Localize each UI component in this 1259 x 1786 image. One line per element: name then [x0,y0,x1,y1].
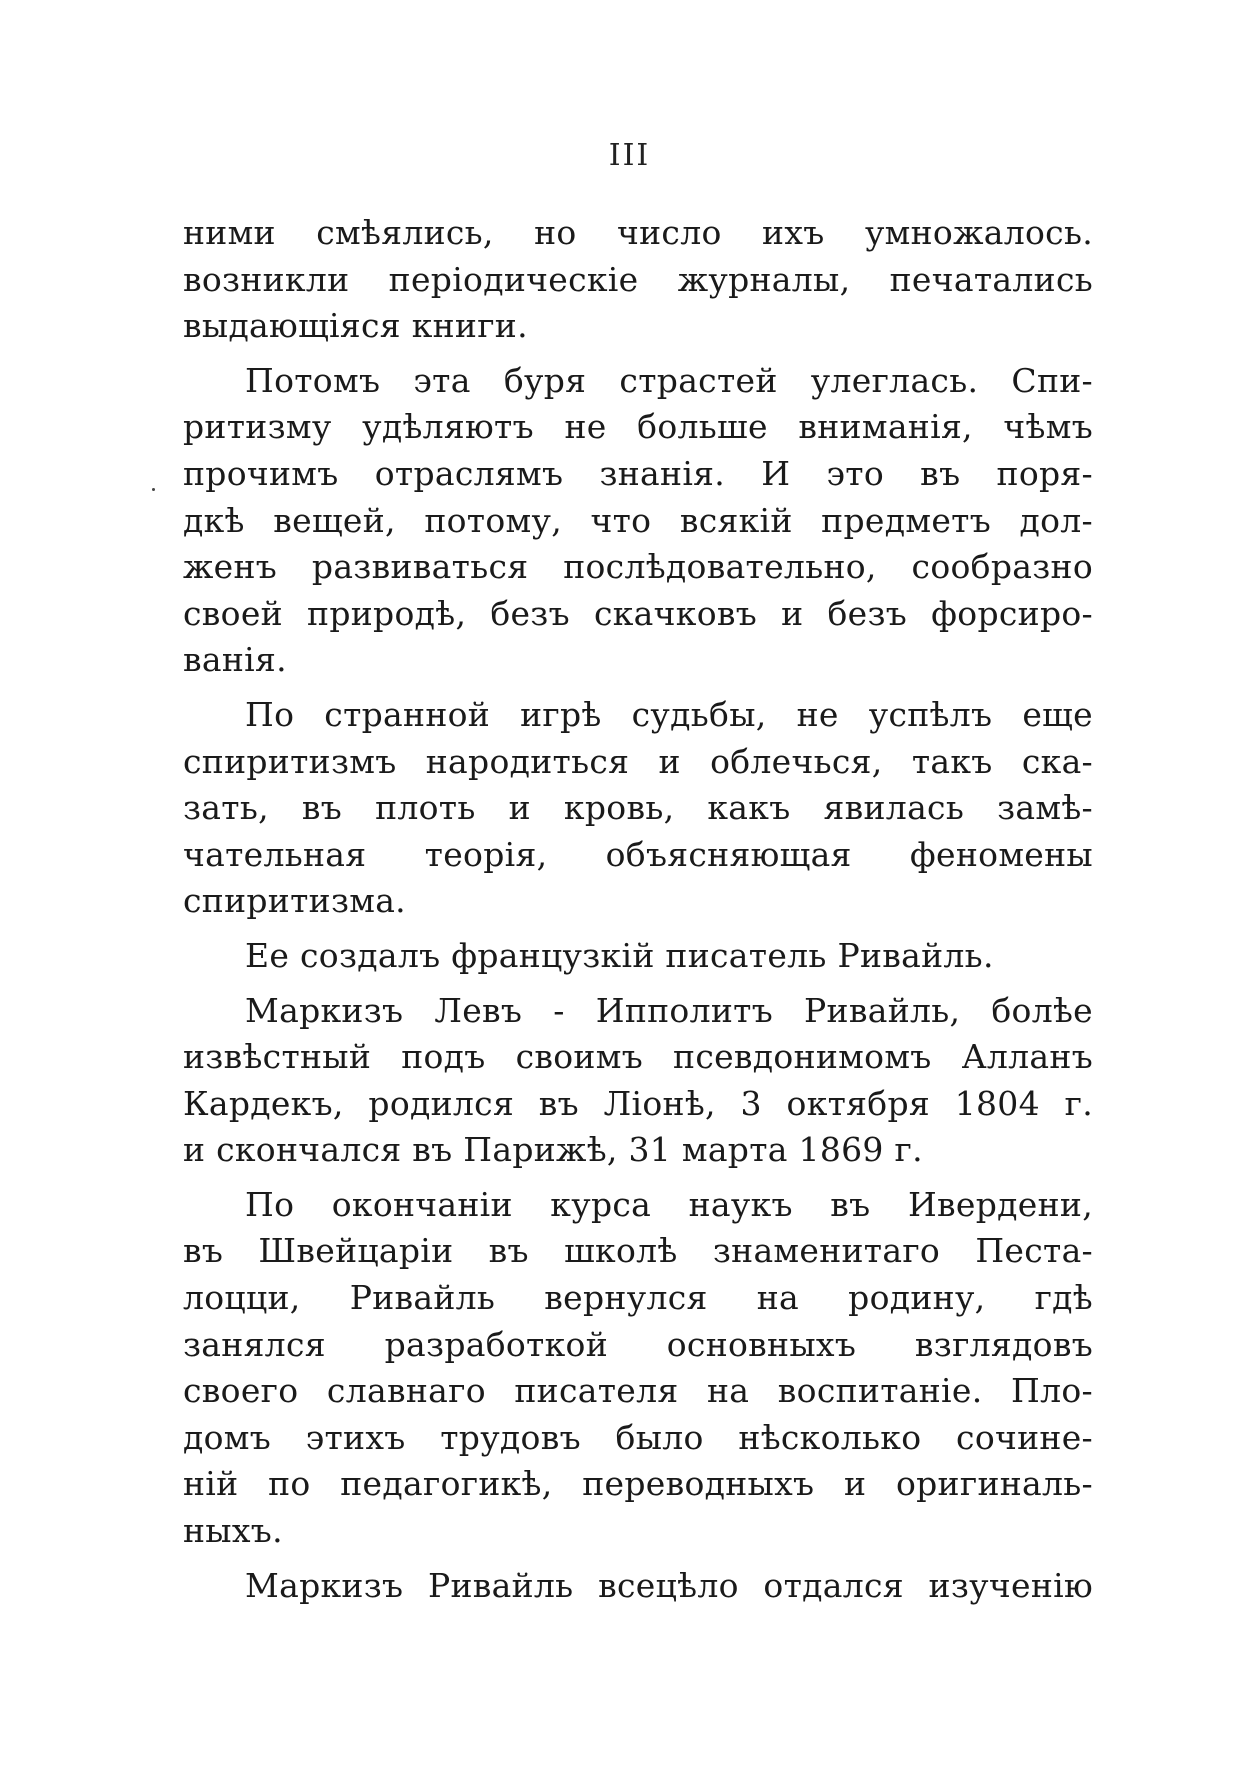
text-line: и скончался въ Парижѣ, 31 марта 1869 г. [183,1130,923,1170]
text-line: Маркизъ Левъ - Ипполитъ Ривайль, болѣе [245,990,1093,1030]
body-text [183,210,1093,1609]
text-line: своего славнаго писателя на воспитаніе. Пло- [183,1371,1093,1411]
paragraph [183,358,1093,684]
text-line: ній по педагогикѣ, переводныхъ и оригиналь- [183,1464,1093,1504]
text-line: ритизму удѣляютъ не больше вниманія, чѣмъ [183,407,1093,447]
text-line: ванія. [183,640,287,680]
text-line: По странной игрѣ судьбы, не успѣлъ еще [245,694,1093,734]
paragraph [183,933,1093,980]
text-line: Маркизъ Ривайль всецѣло отдался изученію [245,1565,1093,1605]
print-speck [152,488,155,491]
text-line: ними смѣялись, но число ихъ умножалось. [183,213,1093,252]
text-line: дкѣ вещей, потому, что всякій предметъ дол- [183,500,1093,540]
text-line: спиритизма. [183,881,406,921]
paragraph [183,210,1093,350]
text-line: женъ развиваться послѣдовательно, сообразно [183,547,1093,587]
text-line: домъ этихъ трудовъ было нѣсколько сочине- [183,1417,1093,1457]
text-line: Ее создалъ французкій писатель Ривайль. [245,935,994,975]
text-line: ныхъ. [183,1511,283,1551]
text-line: зать, въ плоть и кровь, какъ явилась замѣ- [183,788,1093,828]
text-line: По окончаніи курса наукъ въ Ивердени, [245,1184,1093,1224]
text-line: своей природѣ, безъ скачковъ и безъ форсиро- [183,593,1093,633]
text-line: спиритизмъ народиться и облечься, такъ ска- [183,741,1093,781]
paragraph [183,1563,1093,1610]
page-number: III [608,138,651,173]
text-line: Потомъ эта буря страстей улеглась. Спи- [245,360,1093,400]
paragraph [183,692,1093,925]
text-line: Кардекъ, родился въ Ліонѣ, 3 октября 1804 г. [183,1083,1093,1123]
text-line: чательная теорія, объясняющая феномены [183,834,1093,874]
text-line: прочимъ отраслямъ знанія. И это въ поря- [183,453,1093,493]
text-line: извѣстный подъ своимъ псевдонимомъ Алланъ [183,1037,1093,1077]
text-line: возникли періодическіе журналы, печатались [183,259,1093,299]
text-line: занялся разработкой основныхъ взглядовъ [183,1324,1093,1364]
text-line: лоцци, Ривайль вернулся на родину, гдѣ [183,1278,1093,1318]
text-line: въ Швейцаріи въ школѣ знаменитаго Песта- [183,1231,1093,1271]
paragraph [183,1182,1093,1555]
text-line: выдающіяся книги. [183,306,528,346]
paragraph [183,988,1093,1174]
